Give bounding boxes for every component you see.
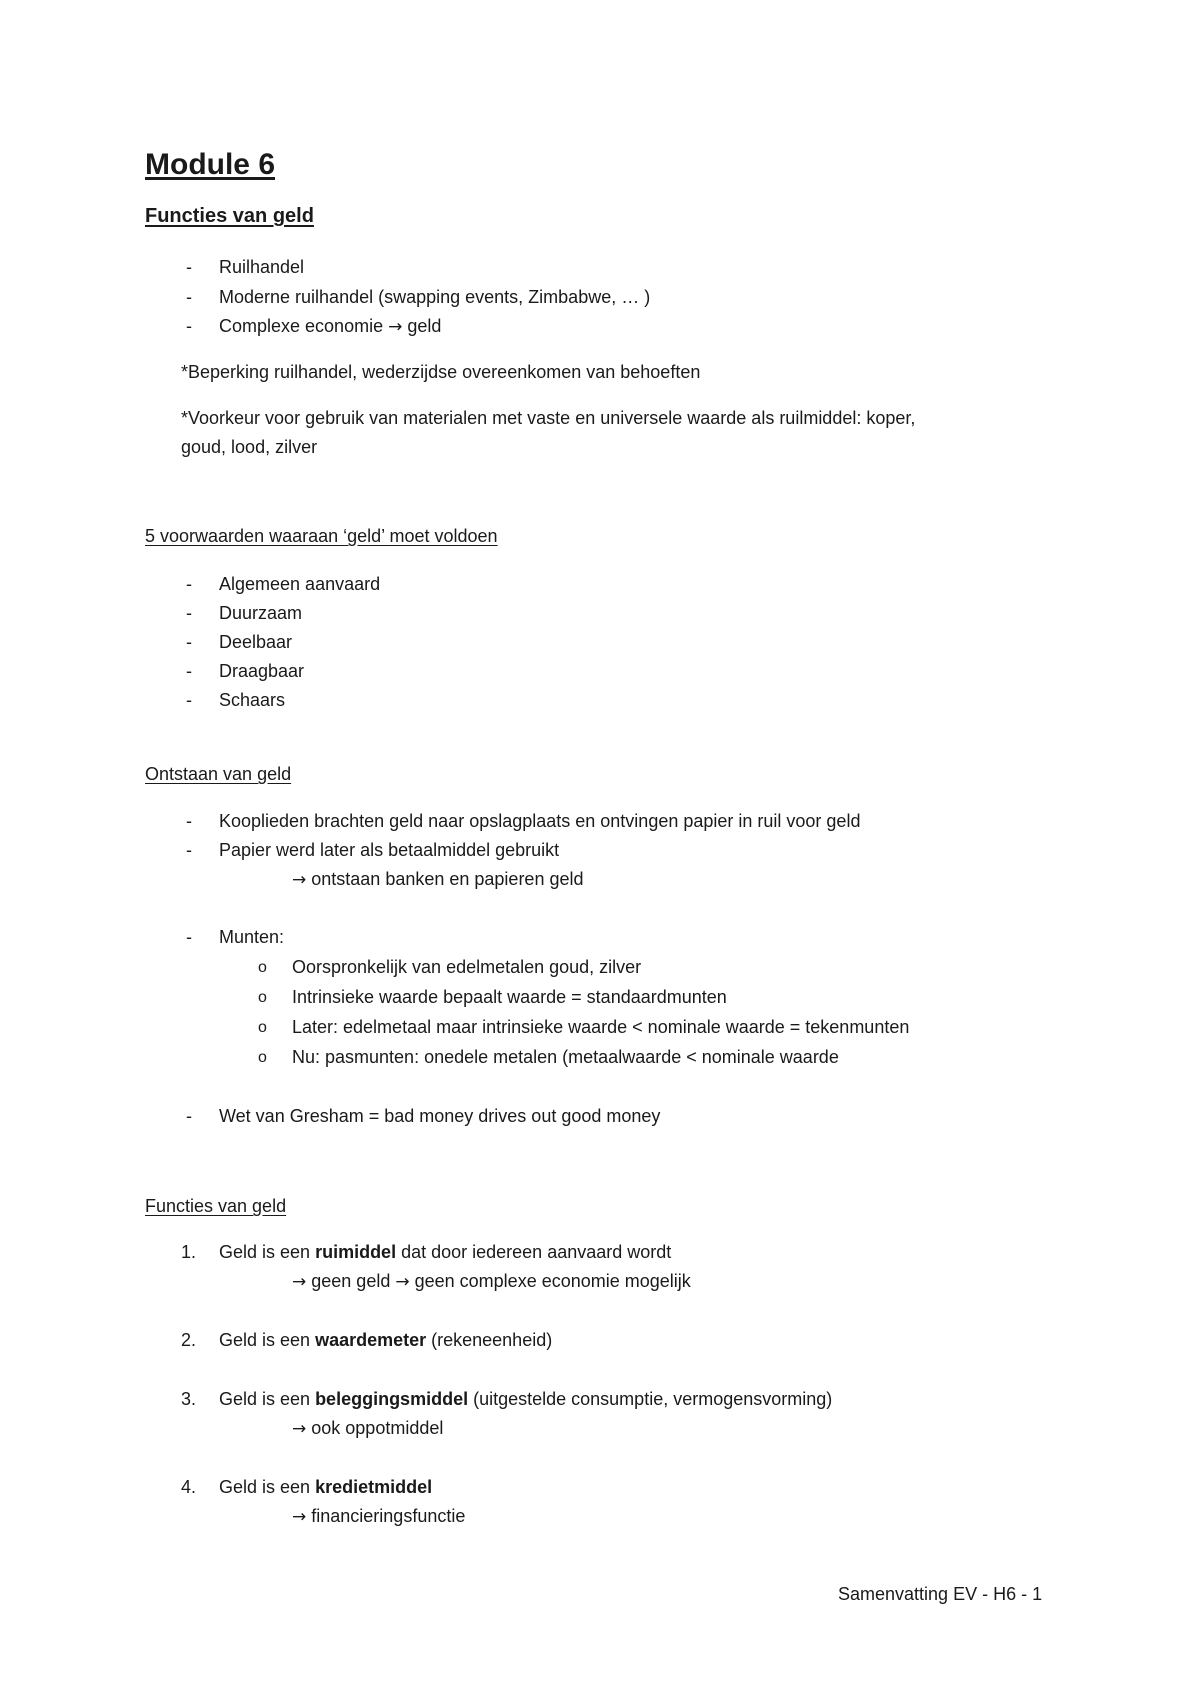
section-heading-functies: Functies van geld (145, 205, 314, 227)
sub-item-text: geen complexe economie mogelijk (414, 1271, 691, 1291)
item-text: Geld is een (219, 1242, 316, 1262)
sub-list-item: Later: edelmetaal maar intrinsieke waarde < nominale waarde = tekenmunten (292, 1017, 910, 1037)
bullet-circle-icon: o (258, 1019, 267, 1036)
note-text: *Voorkeur voor gebruik van materialen met vaste en universele waarde als ruilmiddel: koper, (181, 408, 916, 428)
list-number: 1. (181, 1242, 197, 1262)
arrow-right-icon: → (395, 1272, 410, 1292)
section-heading-voorwaarden: 5 voorwaarden waaraan ‘geld’ moet voldoen (145, 526, 498, 546)
sub-list-item: Intrinsieke waarde bepaalt waarde = standaardmunten (292, 987, 727, 1007)
item-text: dat door iedereen aanvaard wordt (396, 1242, 672, 1262)
sub-item-text: geen geld (311, 1271, 391, 1291)
arrow-right-icon: → (292, 870, 307, 890)
dash-icon: - (186, 927, 192, 947)
item-term: ruimiddel (315, 1242, 397, 1262)
numbered-item (219, 1388, 832, 1410)
dash-icon: - (186, 661, 192, 681)
list-item (219, 315, 441, 338)
list-item: Papier werd later als betaalmiddel gebruikt (219, 840, 560, 860)
sub-item-text: financieringsfunctie (311, 1506, 466, 1526)
bullet-circle-icon: o (258, 1049, 267, 1066)
arrow-right-icon: → (292, 1507, 307, 1527)
list-number: 3. (181, 1389, 197, 1409)
numbered-item (219, 1329, 552, 1351)
dash-icon: - (186, 574, 192, 594)
list-item: Schaars (219, 690, 286, 710)
dash-icon: - (186, 690, 192, 710)
item-text: (rekeneenheid) (426, 1330, 553, 1350)
list-item: Draagbaar (219, 661, 305, 681)
dash-icon: - (186, 811, 192, 831)
list-item: Deelbaar (219, 632, 293, 652)
dash-icon: - (186, 316, 192, 336)
bullet-circle-icon: o (258, 959, 267, 976)
sub-item (292, 1505, 465, 1528)
sub-item (292, 868, 584, 891)
dash-icon: - (186, 1106, 192, 1126)
list-number: 4. (181, 1477, 197, 1497)
list-item: Algemeen aanvaard (219, 574, 381, 594)
list-item-text: geld (407, 316, 442, 336)
dash-icon: - (186, 603, 192, 623)
item-term: kredietmiddel (315, 1477, 433, 1497)
bullet-circle-icon: o (258, 989, 267, 1006)
item-text: (uitgestelde consumptie, vermogensvorming) (468, 1389, 833, 1409)
list-item: Ruilhandel (219, 257, 305, 277)
sub-item-text: ontstaan banken en papieren geld (311, 869, 584, 889)
numbered-item (219, 1476, 432, 1498)
list-item-text: Complexe economie (219, 316, 384, 336)
item-term: waardemeter (315, 1330, 427, 1350)
sub-item-text: ook oppotmiddel (311, 1418, 444, 1438)
list-number: 2. (181, 1330, 197, 1350)
sub-list-item: Nu: pasmunten: onedele metalen (metaalwaarde < nominale waarde (292, 1047, 839, 1067)
list-item: Kooplieden brachten geld naar opslagplaats en ontvingen papier in ruil voor geld (219, 811, 861, 831)
item-text: Geld is een (219, 1330, 316, 1350)
note-text: goud, lood, zilver (181, 437, 318, 457)
list-item: Moderne ruilhandel (swapping events, Zimbabwe, … ) (219, 287, 651, 307)
arrow-right-icon: → (292, 1272, 307, 1292)
page-footer: Samenvatting EV - H6 - 1 (838, 1584, 1043, 1604)
page-title: Module 6 (145, 148, 276, 181)
dash-icon: - (186, 840, 192, 860)
arrow-right-icon: → (292, 1419, 307, 1439)
sub-list-item: Oorspronkelijk van edelmetalen goud, zilver (292, 957, 642, 977)
item-text: Geld is een (219, 1477, 316, 1497)
dash-icon: - (186, 257, 192, 277)
list-item: Wet van Gresham = bad money drives out good money (219, 1106, 661, 1126)
arrow-right-icon: → (388, 317, 403, 337)
item-text: Geld is een (219, 1389, 316, 1409)
section-heading-ontstaan: Ontstaan van geld (145, 764, 292, 784)
list-item: Munten: (219, 927, 285, 947)
note-text: *Beperking ruilhandel, wederzijdse overeenkomen van behoeften (181, 362, 701, 382)
dash-icon: - (186, 632, 192, 652)
sub-item (292, 1417, 443, 1440)
numbered-item (219, 1241, 671, 1263)
list-item: Duurzaam (219, 603, 303, 623)
dash-icon: - (186, 287, 192, 307)
section-heading-functies-2: Functies van geld (145, 1196, 287, 1216)
sub-item (292, 1270, 691, 1293)
item-term: beleggingsmiddel (315, 1389, 469, 1409)
